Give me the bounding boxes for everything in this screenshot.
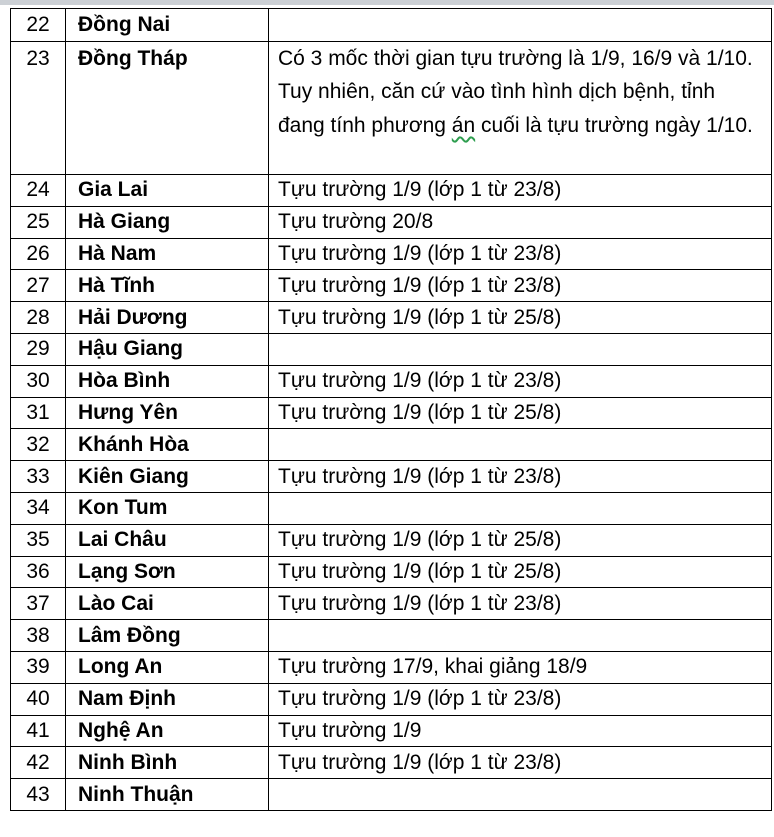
table-row [11, 9, 772, 42]
row-number-cell: 42 [11, 747, 66, 779]
province-name-cell: Hải Dương [66, 302, 269, 334]
province-name-cell: Lai Châu [66, 524, 269, 556]
province-name-cell: Ninh Thuận [66, 779, 269, 811]
schedule-cell: Tựu trường 1/9 (lớp 1 từ 23/8) [269, 175, 772, 207]
table-row [11, 41, 772, 175]
province-name-cell: Nghệ An [66, 715, 269, 747]
note-text: Có 3 mốc thời gian tựu trường là 1/9, 16/9 và 1/10. Tuy nhiên, căn cứ vào tình hình dịch bệnh, tỉnh đang tính phương [278, 46, 753, 138]
schedule-cell [269, 492, 772, 524]
row-number-cell: 37 [11, 588, 66, 620]
province-name-cell: Hà Nam [66, 238, 269, 270]
table-row [11, 175, 772, 207]
province-name-cell: Hà Tĩnh [66, 270, 269, 302]
province-name-cell: Lâm Đồng [66, 620, 269, 652]
schedule-cell: Tựu trường 20/8 [269, 206, 772, 238]
document-area [0, 5, 774, 811]
province-name-cell: Lào Cai [66, 588, 269, 620]
schedule-cell [269, 779, 772, 811]
table-row [11, 556, 772, 588]
province-name-cell: Nam Định [66, 683, 269, 715]
table-row [11, 206, 772, 238]
table-row [11, 429, 772, 461]
table-row [11, 238, 772, 270]
schedule-cell: Tựu trường 1/9 (lớp 1 từ 23/8) [269, 588, 772, 620]
table-row [11, 365, 772, 397]
schedule-cell: Tựu trường 1/9 (lớp 1 từ 25/8) [269, 524, 772, 556]
row-number-cell: 32 [11, 429, 66, 461]
province-name-cell: Đồng Tháp [66, 41, 269, 175]
table-row [11, 492, 772, 524]
province-name-cell: Kon Tum [66, 492, 269, 524]
table-row [11, 461, 772, 493]
schedule-cell: Tựu trường 17/9, khai giảng 18/9 [269, 651, 772, 683]
schedule-cell [269, 620, 772, 652]
province-name-cell: Lạng Sơn [66, 556, 269, 588]
schedule-cell: Tựu trường 1/9 (lớp 1 từ 23/8) [269, 238, 772, 270]
schedule-cell: Tựu trường 1/9 [269, 715, 772, 747]
schedule-cell: Tựu trường 1/9 (lớp 1 từ 25/8) [269, 397, 772, 429]
province-name-cell: Hà Giang [66, 206, 269, 238]
row-number-cell: 35 [11, 524, 66, 556]
schedule-cell: Tựu trường 1/9 (lớp 1 từ 23/8) [269, 683, 772, 715]
row-number-cell: 25 [11, 206, 66, 238]
table-row [11, 588, 772, 620]
schedule-cell [269, 429, 772, 461]
row-number-cell: 41 [11, 715, 66, 747]
province-name-cell: Đồng Nai [66, 9, 269, 42]
province-name-cell: Ninh Bình [66, 747, 269, 779]
province-name-cell: Hậu Giang [66, 333, 269, 365]
row-number-cell: 40 [11, 683, 66, 715]
table-row [11, 715, 772, 747]
school-opening-schedule-table [10, 8, 772, 811]
row-number-cell: 28 [11, 302, 66, 334]
row-number-cell: 24 [11, 175, 66, 207]
table-row [11, 270, 772, 302]
row-number-cell: 31 [11, 397, 66, 429]
schedule-cell: Tựu trường 1/9 (lớp 1 từ 23/8) [269, 747, 772, 779]
row-number-cell: 27 [11, 270, 66, 302]
province-name-cell: Kiên Giang [66, 461, 269, 493]
table-row [11, 651, 772, 683]
province-name-cell: Hòa Bình [66, 365, 269, 397]
province-name-cell: Gia Lai [66, 175, 269, 207]
row-number-cell: 29 [11, 333, 66, 365]
row-number-cell: 34 [11, 492, 66, 524]
schedule-cell: Tựu trường 1/9 (lớp 1 từ 25/8) [269, 556, 772, 588]
province-name-cell: Hưng Yên [66, 397, 269, 429]
schedule-cell: Tựu trường 1/9 (lớp 1 từ 23/8) [269, 365, 772, 397]
row-number-cell: 26 [11, 238, 66, 270]
spellcheck-marked-word: án [451, 114, 476, 138]
province-name-cell: Khánh Hòa [66, 429, 269, 461]
row-number-cell: 33 [11, 461, 66, 493]
schedule-cell: Tựu trường 1/9 (lớp 1 từ 23/8) [269, 461, 772, 493]
table-row [11, 779, 772, 811]
province-name-cell: Long An [66, 651, 269, 683]
table-row [11, 302, 772, 334]
schedule-cell [269, 41, 772, 175]
table-row [11, 524, 772, 556]
schedule-cell: Tựu trường 1/9 (lớp 1 từ 23/8) [269, 270, 772, 302]
row-number-cell: 30 [11, 365, 66, 397]
row-number-cell: 22 [11, 9, 66, 42]
row-number-cell: 36 [11, 556, 66, 588]
table-row [11, 747, 772, 779]
schedule-cell [269, 333, 772, 365]
note-text: cuối là tựu trường ngày 1/10. [475, 114, 753, 138]
table-row [11, 397, 772, 429]
table-row [11, 333, 772, 365]
table-row [11, 683, 772, 715]
row-number-cell: 39 [11, 651, 66, 683]
schedule-cell: Tựu trường 1/9 (lớp 1 từ 25/8) [269, 302, 772, 334]
row-number-cell: 38 [11, 620, 66, 652]
row-number-cell: 23 [11, 41, 66, 175]
table-row [11, 620, 772, 652]
row-number-cell: 43 [11, 779, 66, 811]
schedule-cell [269, 9, 772, 42]
